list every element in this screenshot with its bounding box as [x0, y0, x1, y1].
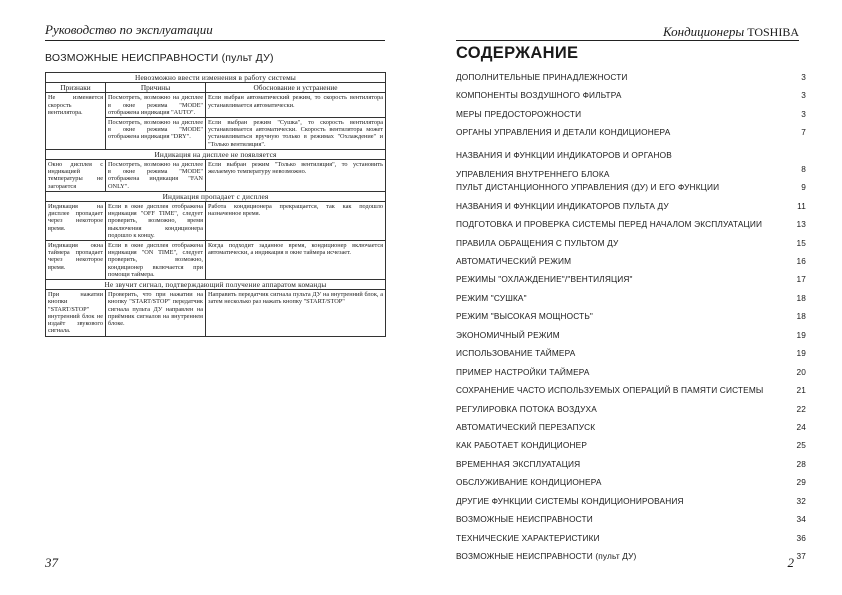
toc-entry[interactable] — [456, 496, 806, 514]
toc-entry-label: КАК РАБОТАЕТ КОНДИЦИОНЕР — [456, 440, 588, 451]
toc-entry[interactable] — [456, 127, 806, 145]
toc-entry-label: ВРЕМЕННАЯ ЭКСПЛУАТАЦИЯ — [456, 458, 581, 469]
table-band-row — [46, 191, 386, 201]
table-row — [46, 160, 386, 192]
toc-entry-page: 19 — [796, 348, 806, 359]
toc-entry-page: 3 — [801, 72, 806, 82]
toc-entry-page: 11 — [797, 200, 806, 211]
toc-entry[interactable] — [456, 367, 806, 385]
table-cell-symptom: Окно дисплея с индикацией температуры не загорается — [46, 160, 106, 192]
table-band-row — [46, 280, 386, 290]
toc-entry-page: 36 — [796, 532, 806, 543]
toc-entry[interactable] — [456, 72, 806, 90]
table-cell-cause: Если в окне дисплея отображена индикация "ON TIME", следует проверить, возможно, кондиционер включается при помощи таймера. — [106, 241, 206, 280]
table-band-row — [46, 73, 386, 83]
toc-entry[interactable] — [456, 274, 806, 292]
page-number: 2 — [787, 555, 794, 570]
toc-entry-page: 17 — [796, 274, 806, 285]
table-band: Индикация пропадает с дисплея — [46, 191, 386, 201]
toc-entry-label: ЭКОНОМИЧНЫЙ РЕЖИМ — [456, 329, 560, 340]
toc-entry-page: 21 — [796, 385, 806, 396]
table-cell-symptom: При нажатии кнопки "START/STOP" внутренний блок не издаёт звукового сигнала. — [46, 290, 106, 336]
toc-entry-label: ПРАВИЛА ОБРАЩЕНИЯ С ПУЛЬТОМ ДУ — [456, 237, 619, 248]
toc-entry-page: 32 — [796, 495, 806, 506]
toc-entry-page: 9 — [801, 182, 806, 193]
toc-entry-page: 34 — [796, 514, 806, 525]
table-row — [46, 93, 386, 118]
toc-entry-label: ОРГАНЫ УПРАВЛЕНИЯ И ДЕТАЛИ КОНДИЦИОНЕРА — [456, 127, 671, 138]
toc-entry-label: ПОДГОТОВКА И ПРОВЕРКА СИСТЕМЫ ПЕРЕД НАЧАЛОМ ЭКСПЛУАТАЦИИ — [456, 219, 763, 230]
table-cell-remedy: Когда подходит заданное время, кондиционер включается автоматически, а индикация в окне таймера исчезает. — [206, 241, 386, 280]
toc-entry-page: 8 — [801, 163, 806, 174]
toc-entry-page: 24 — [796, 421, 806, 432]
header-series: Кондиционеры — [663, 24, 745, 39]
table-cell-cause: Проверить, что при нажатии на кнопку "START/STOP" передатчик сигнала пульта ДУ направлен на приёмник сигналов на внутреннем блоке. — [106, 290, 206, 336]
page-number: 37 — [45, 555, 58, 570]
section-title: ВОЗМОЖНЫЕ НЕИСПРАВНОСТИ (пульт ДУ) — [45, 52, 274, 64]
table-band-row — [46, 149, 386, 159]
toc-entry[interactable] — [456, 551, 806, 569]
toc-entry[interactable] — [456, 201, 806, 219]
toc-entry-label: ИСПОЛЬЗОВАНИЕ ТАЙМЕРА — [456, 348, 576, 359]
toc-entry-label: ПУЛЬТ ДИСТАНЦИОННОГО УПРАВЛЕНИЯ (ДУ) И ЕГО ФУНКЦИИ — [456, 182, 720, 193]
table-cell-symptom: Индикация на дисплее пропадает через некоторое время. — [46, 202, 106, 241]
toc-entry-page: 3 — [801, 90, 806, 101]
toc-entry[interactable] — [456, 293, 806, 311]
toc-entry-label: ДРУГИЕ ФУНКЦИИ СИСТЕМЫ КОНДИЦИОНИРОВАНИЯ — [456, 495, 684, 506]
toc-entry[interactable] — [456, 182, 806, 200]
toc-entry-label: РЕЖИМЫ "ОХЛАЖДЕНИЕ"/"ВЕНТИЛЯЦИЯ" — [456, 274, 633, 285]
table-of-contents — [456, 72, 806, 569]
toc-entry[interactable] — [456, 459, 806, 477]
table-band: Невозможно ввести изменения в работу системы — [46, 73, 386, 83]
toc-entry[interactable] — [456, 256, 806, 274]
toc-entry-label: ДОПОЛНИТЕЛЬНЫЕ ПРИНАДЛЕЖНОСТИ — [456, 72, 628, 82]
toc-entry-label: РЕГУЛИРОВКА ПОТОКА ВОЗДУХА — [456, 403, 597, 414]
toc-entry-page: 28 — [796, 458, 806, 469]
header-brand: TOSHIBA — [747, 25, 799, 39]
toc-entry[interactable] — [456, 422, 806, 440]
toc-entry-label: АВТОМАТИЧЕСКИЙ РЕЖИМ — [456, 256, 572, 266]
toc-entry-page: 20 — [796, 366, 806, 377]
toc-entry-label: ПРИМЕР НАСТРОЙКИ ТАЙМЕРА — [456, 366, 590, 377]
toc-entry[interactable] — [456, 533, 806, 551]
table-row — [46, 202, 386, 241]
toc-entry-page: 15 — [796, 237, 806, 248]
toc-entry-page: 25 — [796, 440, 806, 451]
toc-entry-label: РЕЖИМ "ВЫСОКАЯ МОЩНОСТЬ" — [456, 311, 594, 322]
table-row — [46, 241, 386, 280]
table-cell-symptom: Не изменяется скорость вентилятора. — [46, 93, 106, 149]
table-cell-remedy: Работа кондиционера прекращается, так как подошло назначенное время. — [206, 202, 386, 241]
toc-entry[interactable] — [456, 477, 806, 495]
column-header-remedy: Обоснование и устранение — [206, 83, 386, 93]
toc-entry-label: ТЕХНИЧЕСКИЕ ХАРАКТЕРИСТИКИ — [456, 532, 600, 543]
header-rule — [45, 40, 385, 41]
toc-entry-label: НАЗВАНИЯ И ФУНКЦИИ ИНДИКАТОРОВ И ОРГАНОВ УПРАВЛЕНИЯ ВНУТРЕННЕГО БЛОКА — [456, 149, 672, 179]
toc-entry-label: НАЗВАНИЯ И ФУНКЦИИ ИНДИКАТОРОВ ПУЛЬТА ДУ — [456, 200, 669, 211]
toc-entry-label: ОБСЛУЖИВАНИЕ КОНДИЦИОНЕРА — [456, 477, 602, 488]
right-page — [421, 0, 842, 595]
toc-entry[interactable] — [456, 440, 806, 458]
toc-entry-label: МЕРЫ ПРЕДОСТОРОЖНОСТИ — [456, 108, 582, 119]
running-header — [663, 24, 799, 40]
table-cell-remedy: Направить передатчик сигнала пульта ДУ на внутренний блок, а затем несколько раз нажать кнопку "START/STOP" — [206, 290, 386, 336]
column-header-symptoms: Признаки — [46, 83, 106, 93]
troubleshooting-table — [45, 72, 386, 337]
table-row — [46, 290, 386, 336]
toc-entry-page: 29 — [796, 477, 806, 488]
toc-entry[interactable] — [456, 404, 806, 422]
toc-entry-page: 37 — [796, 551, 806, 561]
toc-entry-page: 19 — [796, 329, 806, 340]
table-cell-cause: Посмотреть, возможно на дисплее в окне режима "MODE" отображена индикация "AUTO". — [106, 93, 206, 118]
toc-entry[interactable] — [456, 514, 806, 532]
toc-entry[interactable] — [456, 146, 806, 183]
table-cell-remedy: Если выбран режим "Только вентиляция", то установить желаемую температуру невозможно. — [206, 160, 386, 192]
table-cell-remedy: Если выбран автоматический режим, то скорость вентилятора устанавливается автоматически. — [206, 93, 386, 118]
header-rule — [456, 40, 799, 41]
running-header: Руководство по эксплуатации — [45, 22, 213, 37]
table-cell-symptom: Индикация окна таймера пропадает через некоторое время. — [46, 241, 106, 280]
toc-entry-label: АВТОМАТИЧЕСКИЙ ПЕРЕЗАПУСК — [456, 421, 596, 432]
toc-entry[interactable] — [456, 109, 806, 127]
toc-entry[interactable] — [456, 90, 806, 108]
toc-entry-page: 18 — [796, 292, 806, 303]
toc-entry[interactable] — [456, 385, 806, 403]
table-band: Индикация на дисплее не появляется — [46, 149, 386, 159]
toc-entry-page: 22 — [796, 403, 806, 414]
toc-entry[interactable] — [456, 219, 806, 237]
toc-entry[interactable] — [456, 238, 806, 256]
toc-entry-page: 3 — [801, 108, 806, 119]
toc-entry[interactable] — [456, 348, 806, 366]
table-cell-remedy: Если выбран режим "Сушка", то скорость вентилятора устанавливается автоматически. Скорость вентилятора может устанавливаться вручную только в режимах "Охлаждение" и "Только вентиляция". — [206, 118, 386, 150]
toc-entry[interactable] — [456, 330, 806, 348]
toc-entry-label: ВОЗМОЖНЫЕ НЕИСПРАВНОСТИ — [456, 514, 593, 525]
table-cell-cause: Посмотреть, возможно на дисплее в окне режима "MODE" отображена индикация "DRY". — [106, 118, 206, 150]
toc-entry-page: 16 — [796, 256, 806, 266]
toc-entry-page: 13 — [796, 219, 806, 230]
table-cell-cause: Посмотреть, возможно на дисплее в окне режима "MODE" отображена индикация "FAN ONLY". — [106, 160, 206, 192]
table-cell-cause: Если в окне дисплея отображена индикация "OFF TIME", следует проверить, возможно, время выключения кондиционера подошло к концу. — [106, 202, 206, 241]
toc-entry[interactable] — [456, 311, 806, 329]
toc-entry-label: ВОЗМОЖНЫЕ НЕИСПРАВНОСТИ (пульт ДУ) — [456, 551, 637, 561]
toc-entry-label: РЕЖИМ "СУШКА" — [456, 292, 527, 303]
toc-title: СОДЕРЖАНИЕ — [456, 44, 579, 62]
column-header-causes: Причины — [106, 83, 206, 93]
table-header-row — [46, 83, 386, 93]
toc-entry-label: СОХРАНЕНИЕ ЧАСТО ИСПОЛЬЗУЕМЫХ ОПЕРАЦИЙ В ПАМЯТИ СИСТЕМЫ — [456, 385, 764, 396]
table-band: Не звучит сигнал, подтверждающий получение аппаратом команды — [46, 280, 386, 290]
toc-entry-page: 7 — [801, 127, 806, 138]
toc-entry-page: 18 — [796, 311, 806, 322]
toc-entry-label: КОМПОНЕНТЫ ВОЗДУШНОГО ФИЛЬТРА — [456, 90, 622, 101]
